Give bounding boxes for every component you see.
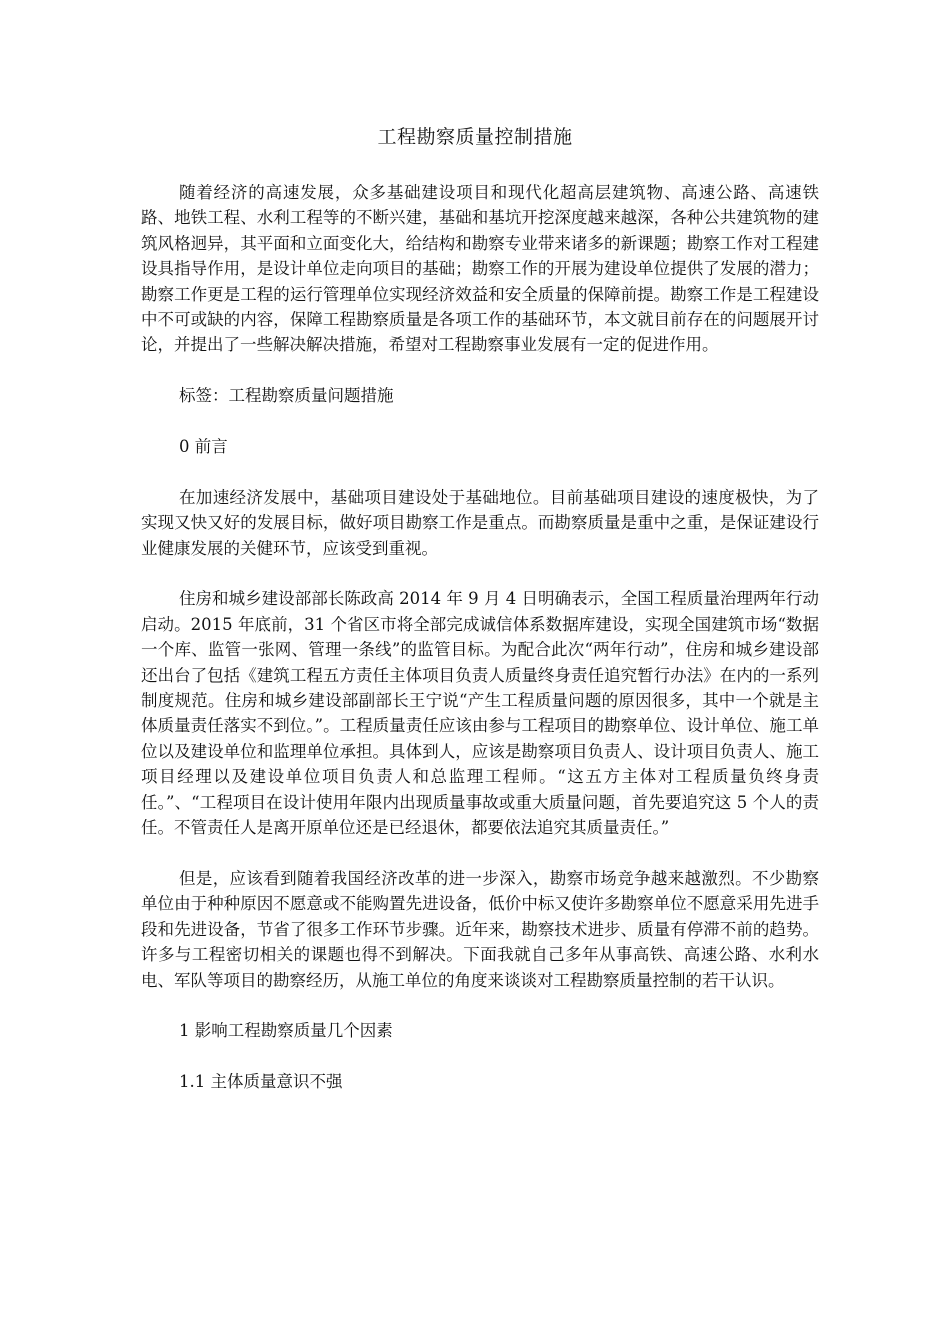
policy-paragraph: 住房和城乡建设部部长陈政高 2014 年 9 月 4 日明确表示，全国工程质量治理两年行动启动。2015 年底前，31 个省区市将全部完成诚信体系数据库建设，实现全国建筑市场“数据一个库、监管一张网、管理一条线”的监管目标。为配合此次“两年行动”，住房和城乡建设部还出台了包括《建筑工程五方责任主体项目负责人质量终身责任追究暂行办法》在内的一系列制度规范。住房和城乡建设部副部长王宁说“产生工程质量问题的原因很多，其中一个就是主体质量责任落实不到位。”。工程质量责任应该由参与工程项目的勘察单位、设计单位、施工单位以及建设单位和监理单位承担。具体到人，应该是勘察项目负责人、设计项目负责人、施工项目经理以及建设单位项目负责人和总监理工程师。“这五方主体对工程质量负终身责任。”、“工程项目在设计使用年限内出现质量事故或重大质量问题，首先要追究这 5 个人的责任。不管责任人是离开原单位还是已经退休，都要依法追究其质量责任。” [141, 589, 819, 838]
preface-paragraph: 在加速经济发展中，基础项目建设处于基础地位。目前基础项目建设的速度极快，为了实现又快又好的发展目标，做好项目勘察工作是重点。而勘察质量是重中之重，是保证建设行业健康发展的关健环节，应该受到重视。 [141, 487, 819, 558]
intro-paragraph: 随着经济的高速发展，众多基础建设项目和现代化超高层建筑物、高速公路、高速铁路、地铁工程、水利工程等的不断兴建，基础和基坑开挖深度越来越深，各种公共建筑物的建筑风格迥异，其平面和立面变化大，给结构和勘察专业带来诸多的新课题；勘察工作对工程建设具指导作用，是设计单位走向项目的基础；勘察工作的开展为建设单位提供了发展的潜力；勘察工作更是工程的运行管理单位实现经济效益和安全质量的保障前提。勘察工作是工程建设中不可或缺的内容，保障工程勘察质量是各项工作的基础环节，本文就目前存在的问题展开讨论，并提出了一些解决解决措施，希望对工程勘察事业发展有一定的促进作用。 [141, 183, 819, 355]
document-title: 工程勘察质量控制措施 [377, 126, 573, 148]
keywords-line: 标签：工程勘察质量问题措施 [179, 386, 394, 406]
section-heading-preface: 0 前言 [179, 437, 228, 457]
section-heading-factors: 1 影响工程勘察质量几个因素 [179, 1021, 393, 1041]
document-body [141, 180, 819, 1120]
market-paragraph: 但是，应该看到随着我国经济改革的进一步深入，勘察市场竞争越来越激烈。不少勘察单位由于种种原因不愿意或不能购置先进设备，低价中标又使许多勘察单位不愿意采用先进手段和先进设备，节省了很多工作环节步骤。近年来，勘察技术进步、质量有停滞不前的趋势。许多与工程密切相关的课题也得不到解决。下面我就自己多年从事高铁、高速公路、水利水电、军队等项目的勘察经历，从施工单位的角度来谈谈对工程勘察质量控制的若干认识。 [141, 868, 819, 990]
subsection-heading-awareness: 1.1 主体质量意识不强 [179, 1072, 343, 1092]
